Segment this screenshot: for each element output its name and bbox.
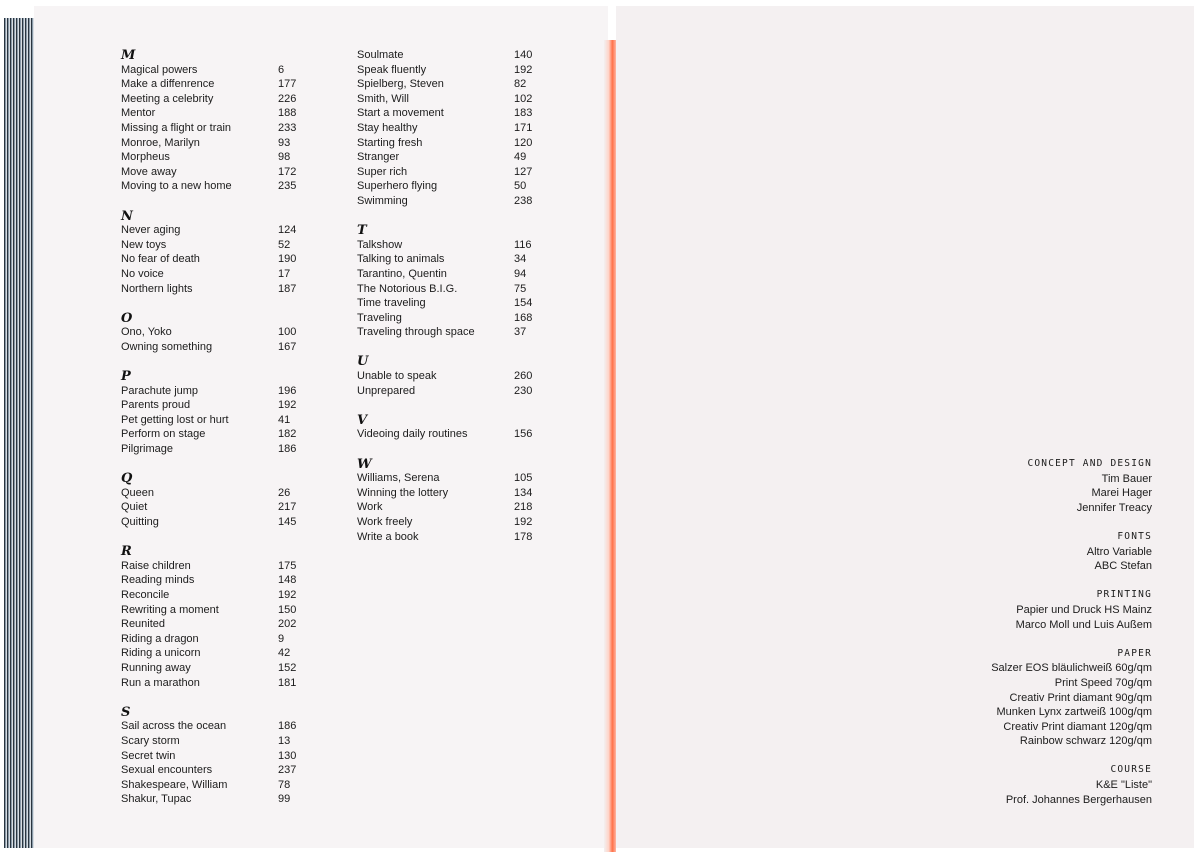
entry-term: Winning the lottery: [357, 486, 449, 499]
index-entry: [121, 325, 321, 340]
section-letter: S: [121, 704, 131, 720]
index-entry: [357, 427, 557, 442]
index-section: [357, 457, 557, 545]
index-entry: [121, 661, 321, 676]
index-entry: [121, 252, 321, 267]
index-column-right: [357, 48, 557, 559]
entry-term: Quiet: [121, 501, 148, 514]
entry-term: Reunited: [121, 618, 166, 631]
index-entry: [357, 238, 557, 253]
entry-page-number: 177: [278, 78, 297, 91]
entry-term: Ono, Yoko: [121, 326, 172, 339]
index-entry: [121, 398, 321, 413]
entry-term: Perform on stage: [121, 428, 206, 441]
entry-term: Rewriting a moment: [121, 603, 219, 616]
entry-term: Sail across the ocean: [121, 720, 227, 733]
credit-group: [960, 530, 1152, 574]
index-entry: [121, 150, 321, 165]
entry-page-number: 190: [278, 253, 297, 266]
index-entry: [121, 77, 321, 92]
entry-page-number: 134: [514, 486, 533, 499]
entry-page-number: 98: [278, 151, 291, 164]
index-section: [357, 223, 557, 340]
index-entry: [357, 325, 557, 340]
credit-group: [960, 588, 1152, 632]
credit-line: Prof. Johannes Bergerhausen: [1005, 793, 1152, 806]
entry-term: Raise children: [121, 559, 191, 572]
entry-page-number: 237: [278, 764, 297, 777]
entry-term: No voice: [121, 267, 164, 280]
entry-page-number: 102: [514, 92, 533, 105]
index-entry: [121, 588, 321, 603]
entry-term: Morpheus: [121, 151, 170, 164]
entry-term: Videoing daily routines: [357, 428, 468, 441]
entry-page-number: 202: [278, 618, 297, 631]
index-entry: [121, 778, 321, 793]
entry-term: Riding a unicorn: [121, 647, 201, 660]
entry-term: Never aging: [121, 224, 181, 237]
section-letter: R: [121, 544, 132, 560]
section-letter: M: [121, 48, 136, 63]
index-entry: [121, 179, 321, 194]
index-section: [357, 48, 557, 209]
entry-term: Work freely: [357, 516, 413, 528]
entry-page-number: 94: [514, 267, 527, 280]
entry-page-number: 181: [278, 676, 297, 689]
section-letter: Q: [121, 471, 133, 487]
entry-page-number: 26: [278, 486, 291, 499]
entry-page-number: 182: [278, 428, 297, 441]
index-section: [121, 705, 321, 807]
entry-page-number: 187: [278, 282, 297, 295]
entry-page-number: 238: [514, 194, 533, 207]
credit-line: Marei Hager: [1091, 487, 1152, 500]
credit-line: Jennifer Treacy: [1076, 501, 1152, 514]
entry-term: Smith, Will: [357, 92, 409, 105]
entry-page-number: 42: [278, 647, 291, 660]
entry-page-number: 186: [278, 443, 297, 456]
entry-page-number: 172: [278, 165, 297, 178]
credit-line: Rainbow schwarz 120g/qm: [1019, 735, 1152, 748]
entry-page-number: 50: [514, 180, 527, 193]
section-letter: U: [357, 354, 369, 370]
section-letter: O: [121, 310, 133, 326]
entry-page-number: 82: [514, 78, 527, 91]
entry-term: Write a book: [357, 530, 419, 543]
entry-page-number: 130: [278, 749, 297, 762]
credit-line: Marco Moll und Luis Außem: [1015, 618, 1152, 631]
index-entry: [121, 63, 321, 78]
credit-line: Munken Lynx zartweiß 100g/qm: [996, 706, 1152, 719]
entry-page-number: 120: [514, 136, 533, 149]
index-entry: [357, 267, 557, 282]
entry-term: Mentor: [121, 107, 156, 120]
entry-page-number: 178: [514, 530, 533, 543]
index-entry: [121, 749, 321, 764]
entry-term: Shakespeare, William: [121, 778, 228, 791]
entry-term: Unprepared: [357, 384, 416, 397]
entry-term: Monroe, Marilyn: [121, 136, 200, 149]
index-entry: [357, 384, 557, 399]
index-entry: [121, 603, 321, 618]
entry-page-number: 217: [278, 501, 297, 514]
entry-term: Missing a flight or train: [121, 121, 232, 134]
index-entry: [121, 646, 321, 661]
entry-page-number: 116: [514, 238, 532, 251]
entry-page-number: 145: [278, 516, 297, 528]
index-column-left: [121, 48, 321, 821]
entry-term: Unable to speak: [357, 370, 437, 383]
entry-page-number: 167: [278, 340, 297, 353]
index-entry: [121, 559, 321, 574]
entry-term: Talking to animals: [357, 253, 445, 266]
entry-term: Swimming: [357, 194, 408, 207]
index-entry: [357, 369, 557, 384]
index-entry: [357, 92, 557, 107]
entry-term: Williams, Serena: [357, 472, 440, 485]
entry-term: Pilgrimage: [121, 443, 173, 456]
index-entry: [357, 77, 557, 92]
entry-page-number: 93: [278, 136, 291, 149]
index-entry: [121, 165, 321, 180]
entry-term: Talkshow: [357, 238, 403, 251]
index-section: [121, 471, 321, 529]
credit-line: Creativ Print diamant 90g/qm: [1009, 691, 1152, 704]
entry-term: Run a marathon: [121, 676, 200, 689]
index-entry: [121, 223, 321, 238]
colophon-credits: [960, 457, 1152, 822]
index-entry: [121, 340, 321, 355]
index-entry: [357, 252, 557, 267]
entry-page-number: 37: [514, 326, 527, 339]
entry-term: Make a diffenrence: [121, 78, 215, 91]
entry-page-number: 235: [278, 180, 297, 193]
entry-term: Secret twin: [121, 749, 176, 762]
entry-term: Scary storm: [121, 734, 180, 747]
credit-line: Altro Variable: [1086, 545, 1152, 558]
entry-page-number: 6: [278, 63, 285, 76]
entry-term: Queen: [121, 486, 155, 499]
credit-heading: FONTS: [1117, 530, 1152, 542]
index-section: [121, 48, 321, 194]
entry-term: No fear of death: [121, 253, 200, 266]
index-entry: [357, 121, 557, 136]
credit-line: Papier und Druck HS Mainz: [1016, 603, 1152, 616]
index-entry: [121, 282, 321, 297]
entry-term: Speak fluently: [357, 63, 427, 76]
entry-page-number: 49: [514, 151, 527, 164]
entry-term: Owning something: [121, 340, 213, 353]
credit-heading: COURSE: [1110, 764, 1152, 776]
index-entry: [357, 530, 557, 545]
index-entry: [357, 486, 557, 501]
entry-term: The Notorious B.I.G.: [357, 282, 458, 295]
section-letter: V: [357, 412, 368, 428]
index-section: [121, 311, 321, 355]
index-section: [357, 413, 557, 442]
entry-term: Start a movement: [357, 107, 444, 120]
entry-term: Riding a dragon: [121, 632, 199, 645]
entry-page-number: 105: [514, 472, 533, 485]
index-entry: [121, 442, 321, 457]
entry-page-number: 78: [278, 778, 291, 791]
entry-page-number: 192: [278, 588, 297, 601]
entry-term: Move away: [121, 165, 177, 178]
credit-group: [960, 457, 1152, 515]
index-section: [121, 544, 321, 690]
section-letter: T: [357, 223, 367, 239]
index-entry: [357, 282, 557, 297]
credit-group: [960, 647, 1152, 749]
entry-page-number: 52: [278, 238, 291, 251]
entry-page-number: 150: [278, 603, 297, 616]
entry-page-number: 140: [514, 49, 533, 61]
credit-line: K&E "Liste": [1095, 779, 1152, 792]
index-entry: [121, 384, 321, 399]
entry-term: Time traveling: [357, 297, 426, 310]
entry-page-number: 152: [278, 661, 297, 674]
entry-page-number: 192: [514, 516, 533, 528]
index-entry: [357, 194, 557, 209]
index-entry: [357, 165, 557, 180]
index-entry: [121, 515, 321, 530]
entry-term: Sexual encounters: [121, 764, 213, 777]
entry-term: Reconcile: [121, 588, 170, 601]
entry-term: Spielberg, Steven: [357, 78, 444, 91]
entry-page-number: 230: [514, 384, 533, 397]
credit-line: Salzer EOS bläulichweiß 60g/qm: [991, 662, 1152, 675]
entry-term: Reading minds: [121, 574, 195, 587]
entry-term: Northern lights: [121, 282, 193, 295]
index-entry: [121, 734, 321, 749]
entry-page-number: 154: [514, 297, 533, 310]
index-entry: [121, 763, 321, 778]
entry-page-number: 99: [278, 793, 291, 806]
index-entry: [121, 427, 321, 442]
entry-term: Quitting: [121, 516, 159, 528]
entry-term: Tarantino, Quentin: [357, 267, 447, 280]
index-entry: [357, 63, 557, 78]
index-section: [357, 354, 557, 398]
index-entry: [121, 792, 321, 807]
entry-term: Pet getting lost or hurt: [121, 413, 229, 426]
entry-term: Stay healthy: [357, 121, 418, 134]
credit-heading: PRINTING: [1096, 589, 1152, 601]
index-entry: [121, 676, 321, 691]
entry-term: Traveling: [357, 311, 402, 324]
section-letter: N: [121, 208, 133, 224]
entry-page-number: 226: [278, 92, 297, 105]
entry-page-number: 13: [278, 734, 291, 747]
index-entry: [121, 617, 321, 632]
index-entry: [121, 92, 321, 107]
index-entry: [357, 179, 557, 194]
entry-page-number: 260: [514, 370, 533, 383]
credit-line: Tim Bauer: [1101, 472, 1152, 485]
entry-page-number: 233: [278, 121, 297, 134]
entry-term: Running away: [121, 661, 191, 674]
entry-term: Shakur, Tupac: [121, 793, 192, 806]
entry-term: Parachute jump: [121, 384, 199, 397]
index-entry: [121, 632, 321, 647]
index-entry: [357, 500, 557, 515]
entry-page-number: 175: [278, 559, 297, 572]
index-entry: [121, 121, 321, 136]
index-entry: [357, 106, 557, 121]
section-letter: W: [357, 456, 372, 472]
credit-heading: PAPER: [1117, 647, 1152, 659]
entry-page-number: 75: [514, 282, 527, 295]
entry-page-number: 41: [278, 413, 291, 426]
index-entry: [357, 471, 557, 486]
spine-binding: [604, 40, 616, 852]
entry-term: Traveling through space: [357, 326, 475, 339]
entry-page-number: 127: [514, 165, 533, 178]
page-stack-edge: [4, 18, 36, 848]
entry-page-number: 9: [278, 632, 285, 645]
credit-line: Creativ Print diamant 120g/qm: [1003, 720, 1152, 733]
credit-line: ABC Stefan: [1094, 560, 1152, 573]
index-entry: [357, 136, 557, 151]
entry-page-number: 218: [514, 501, 533, 514]
entry-term: Parents proud: [121, 399, 191, 412]
index-entry: [121, 573, 321, 588]
index-entry: [357, 311, 557, 326]
index-entry: [357, 515, 557, 530]
index-entry: [121, 486, 321, 501]
entry-term: Soulmate: [357, 49, 404, 61]
entry-page-number: 34: [514, 253, 527, 266]
index-section: [121, 209, 321, 297]
entry-page-number: 196: [278, 384, 297, 397]
entry-page-number: 183: [514, 107, 533, 120]
entry-page-number: 186: [278, 720, 297, 733]
entry-page-number: 156: [514, 428, 533, 441]
index-entry: [357, 48, 557, 63]
index-entry: [121, 106, 321, 121]
entry-page-number: 100: [278, 326, 297, 339]
index-entry: [121, 719, 321, 734]
entry-term: Superhero flying: [357, 180, 438, 193]
index-entry: [121, 238, 321, 253]
index-entry: [357, 150, 557, 165]
entry-page-number: 148: [278, 574, 297, 587]
index-entry: [121, 500, 321, 515]
entry-term: Meeting a celebrity: [121, 92, 214, 105]
entry-term: New toys: [121, 238, 167, 251]
entry-page-number: 192: [514, 63, 533, 76]
index-entry: [357, 296, 557, 311]
entry-page-number: 192: [278, 399, 297, 412]
entry-term: Stranger: [357, 151, 400, 164]
credit-heading: CONCEPT AND DESIGN: [1027, 458, 1152, 469]
entry-page-number: 124: [278, 224, 297, 237]
entry-page-number: 171: [514, 121, 533, 134]
section-letter: P: [121, 369, 131, 385]
entry-term: Magical powers: [121, 63, 198, 76]
index-entry: [121, 267, 321, 282]
entry-page-number: 17: [278, 267, 291, 280]
entry-term: Moving to a new home: [121, 180, 232, 193]
index-entry: [121, 413, 321, 428]
entry-term: Starting fresh: [357, 136, 423, 149]
index-entry: [121, 136, 321, 151]
entry-page-number: 188: [278, 107, 297, 120]
credit-group: [960, 763, 1152, 807]
entry-page-number: 168: [514, 311, 533, 324]
credit-line: Print Speed 70g/qm: [1054, 676, 1152, 689]
index-section: [121, 369, 321, 457]
entry-term: Work: [357, 501, 383, 514]
entry-term: Super rich: [357, 165, 408, 178]
